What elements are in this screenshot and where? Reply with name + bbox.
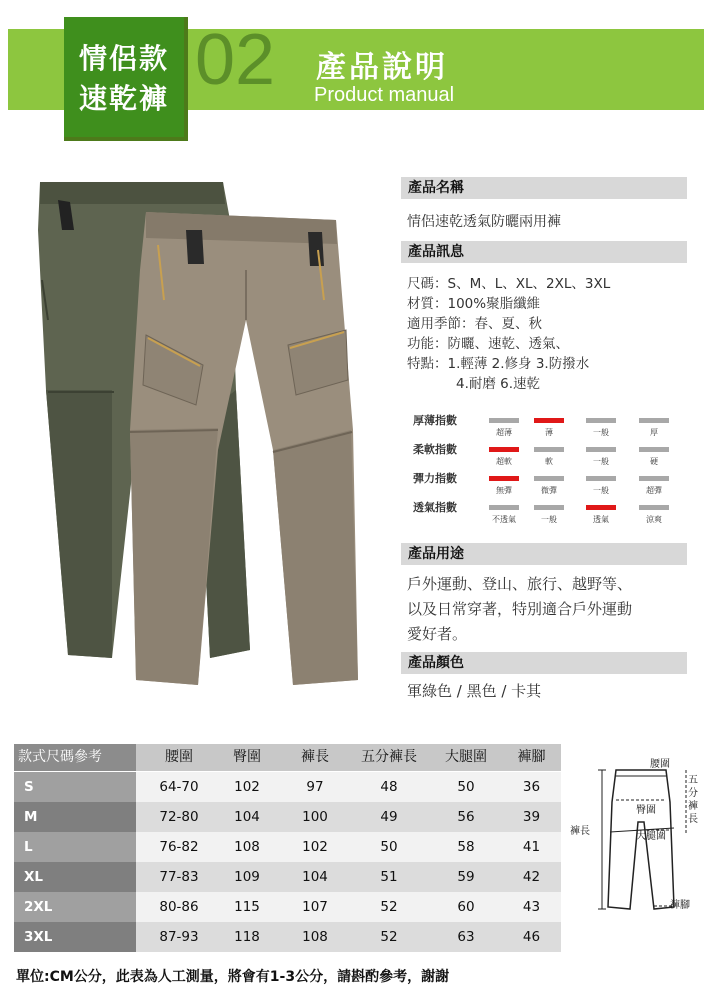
index-bar [586,418,616,423]
index-level-label: 一般 [593,486,609,495]
index-level-label: 厚 [650,428,658,437]
spec-season: 適用季節：春、夏、秋 [407,316,542,332]
index-level-label: 超薄 [496,428,512,437]
table-header-cell: 褲腳 [517,749,546,765]
table-cell: 63 [457,929,475,945]
table-cell: 107 [302,899,328,915]
size-footnote: 單位:CM公分，此表為人工測量，將會有1-3公分，請斟酌參考，謝謝 [16,969,450,985]
index-level-label: 硬 [650,457,658,466]
index-bar-selected [489,476,519,481]
table-cell: 102 [234,779,260,795]
spec-features-cont: 4.耐磨 6.速乾 [456,376,541,392]
table-cell: 104 [302,869,328,885]
table-cell: 49 [380,809,398,825]
table-cell: 80-86 [159,899,199,915]
table-size-label: 3XL [24,929,53,945]
diagram-label-length: 褲長 [570,826,590,837]
table-cell: 72-80 [159,809,199,825]
product-info-heading: 產品訊息 [401,241,687,263]
index-label: 厚薄指數 [413,414,457,427]
table-cell: 50 [380,839,398,855]
table-header-cell: 臀圍 [233,749,261,765]
table-cell: 76-82 [159,839,199,855]
index-level-label: 透氣 [593,515,609,524]
index-level-label: 無彈 [496,486,512,495]
table-cell: 77-83 [159,869,199,885]
colors-heading: 產品顏色 [401,652,687,674]
table-cell: 102 [302,839,328,855]
table-cell: 59 [457,869,475,885]
table-cell: 100 [302,809,328,825]
usage-line-2: 以及日常穿著，特別適合戶外運動 [407,600,633,618]
table-cell: 52 [380,929,398,945]
index-level-label: 涼爽 [646,515,662,524]
product-photo [18,160,378,700]
table-header-cell: 褲長 [301,749,329,765]
table-cell: 41 [522,839,541,855]
colors-value: 軍綠色 / 黑色 / 卡其 [407,682,542,700]
spec-function: 功能：防曬、速乾、透氣、 [407,336,569,352]
table-cell: 46 [522,929,541,945]
index-bar [534,476,564,481]
index-level-label: 一般 [593,457,609,466]
index-bar [489,505,519,510]
diagram-label-thigh: 大腿圍 [636,831,666,842]
spec-material: 材質：100%聚脂纖維 [407,296,541,312]
table-cell: 60 [457,899,475,915]
index-level-label: 超彈 [646,486,662,495]
table-cell: 56 [457,809,475,825]
index-label: 透氣指數 [413,501,457,514]
table-header-cell: 五分褲長 [361,749,417,765]
diagram-label-hip: 臀圍 [636,805,656,816]
table-cell: 108 [234,839,260,855]
diagram-label-waist: 腰圍 [650,759,670,770]
index-bar-selected [586,505,616,510]
index-bar [639,418,669,423]
index-label: 彈力指數 [413,472,457,485]
diagram-label-hem: 褲腳 [670,900,690,911]
index-bar [586,447,616,452]
table-cell: 42 [522,869,541,885]
table-cell: 51 [380,869,398,885]
table-cell: 48 [380,779,398,795]
table-size-label: L [24,839,33,855]
index-bar [534,505,564,510]
section-title-zh: 產品說明 [316,50,448,85]
table-cell: 39 [522,809,541,825]
index-level-label: 薄 [545,428,553,437]
table-size-label: 2XL [24,899,53,915]
index-bar [586,476,616,481]
usage-heading: 產品用途 [401,543,687,565]
table-cell: 104 [234,809,260,825]
table-cell: 115 [234,899,260,915]
section-number: 02 [195,20,276,100]
index-bar [489,418,519,423]
badge-line-1: 情侶款 [78,42,169,75]
index-level-label: 微彈 [541,486,557,495]
table-cell: 97 [306,779,324,795]
table-header-cell: 腰圍 [165,749,193,765]
table-cell: 43 [522,899,541,915]
table-cell: 87-93 [159,929,199,945]
badge-line-2: 速乾褲 [78,82,169,115]
index-bar [534,447,564,452]
index-bar-selected [534,418,564,423]
section-title-en: Product manual [314,84,455,106]
index-bar [639,476,669,481]
table-cell: 36 [522,779,541,795]
table-size-label: M [24,809,38,825]
table-cell: 52 [380,899,398,915]
product-name-heading: 產品名稱 [401,177,687,199]
spec-features: 特點：1.輕薄 2.修身 3.防撥水 [407,356,590,372]
product-badge [64,17,184,137]
index-level-label: 超軟 [496,457,512,466]
table-size-label: S [24,779,34,795]
table-cell: 64-70 [159,779,199,795]
index-level-label: 軟 [545,457,553,466]
index-level-label: 一般 [593,428,609,437]
table-header-cell: 款式尺碼參考 [18,749,102,765]
index-bar [639,447,669,452]
spec-sizes: 尺碼：S、M、L、XL、2XL、3XL [407,276,611,292]
table-cell: 58 [457,839,475,855]
table-cell: 118 [234,929,260,945]
table-header-cell: 大腿圍 [445,749,487,765]
diagram-label-half-length: 五分褲長 [688,775,698,825]
usage-line-1: 戶外運動、登山、旅行、越野等、 [407,575,633,593]
table-cell: 109 [234,869,260,885]
table-cell: 50 [457,779,475,795]
usage-line-3: 愛好者。 [407,625,468,643]
table-cell: 108 [302,929,328,945]
index-level-label: 不透氣 [492,515,516,524]
index-level-label: 一般 [541,515,557,524]
index-label: 柔軟指數 [413,443,457,456]
product-name-value: 情侶速乾透氣防曬兩用褲 [407,214,561,230]
index-bar [639,505,669,510]
index-bar-selected [489,447,519,452]
table-size-label: XL [24,869,44,885]
